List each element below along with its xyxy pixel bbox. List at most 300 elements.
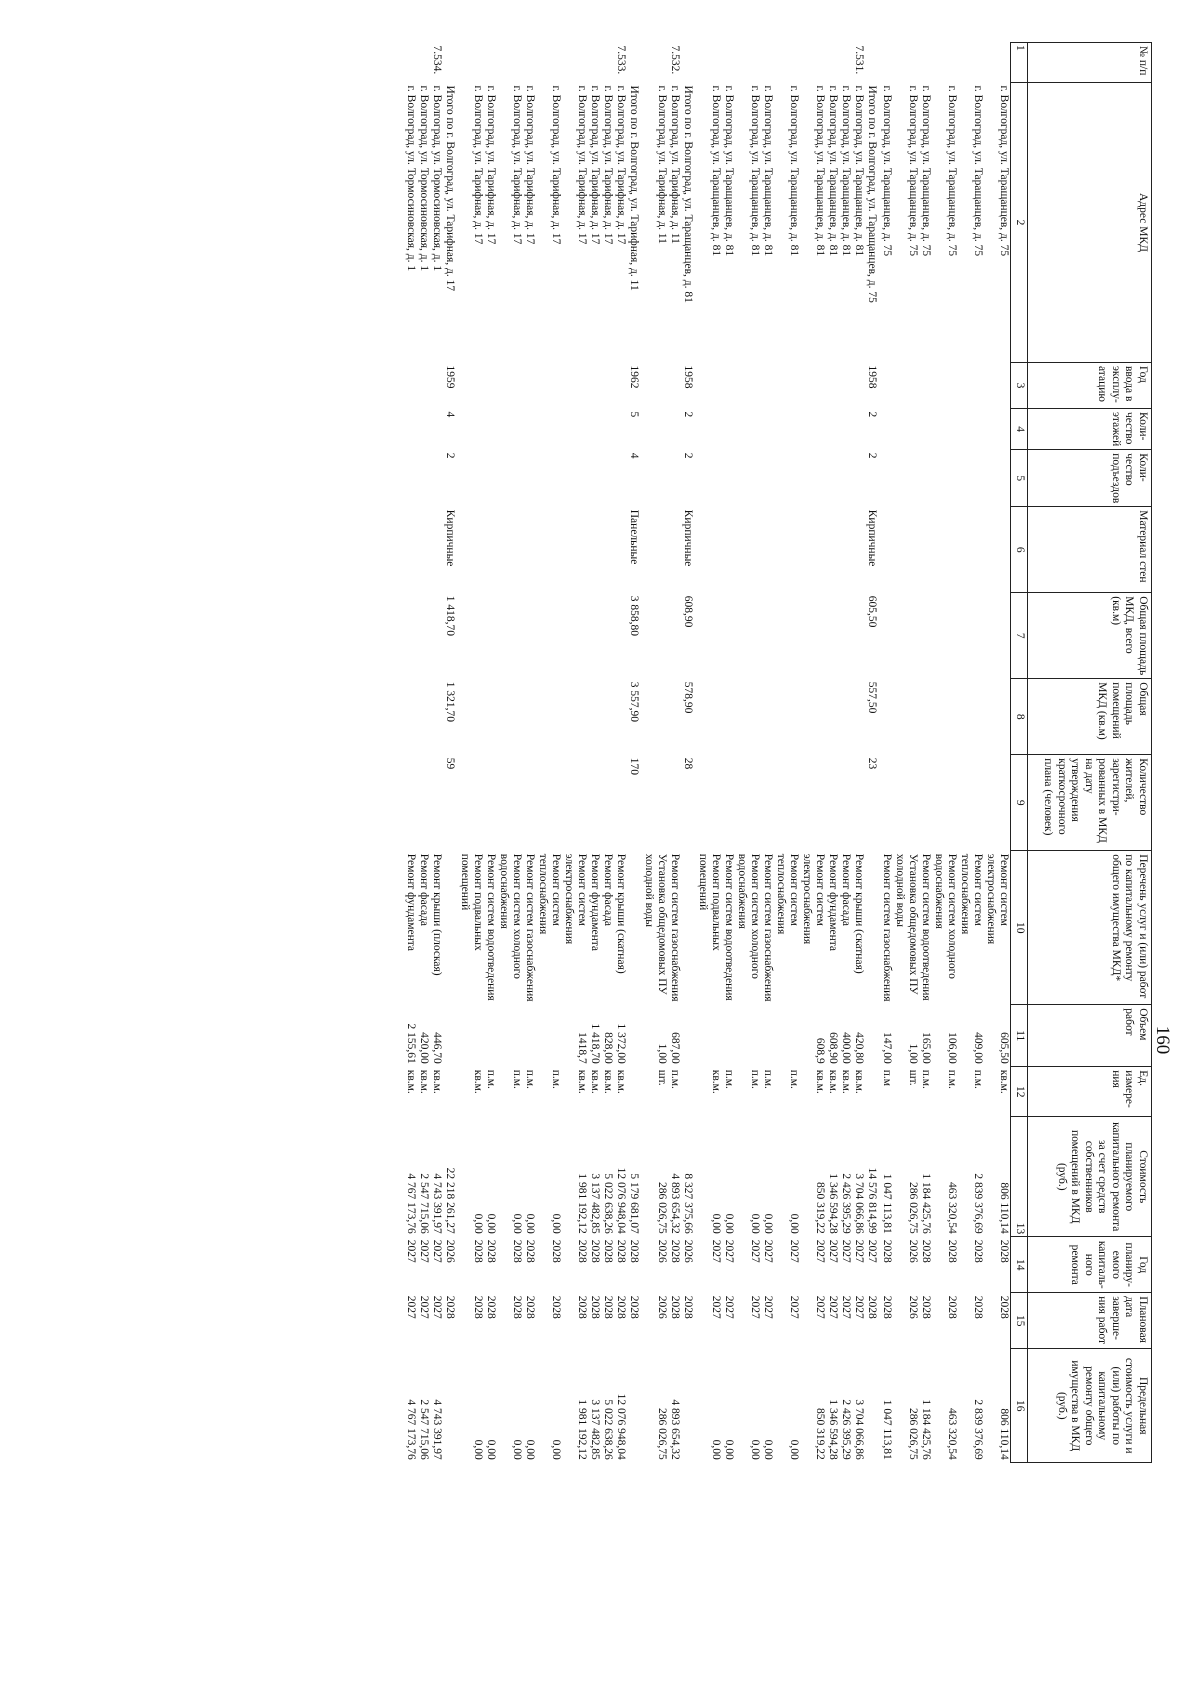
limit-cost-cell: 4 893 654,32: [669, 1399, 682, 1460]
limit-cost-cell: 3 137 482,85: [589, 1399, 602, 1460]
cost-cell: 3 137 482,85: [589, 1173, 602, 1234]
total-area-cell: [669, 593, 682, 679]
table-row: [615, 43, 628, 1463]
rooms-area-cell: [485, 679, 498, 755]
year-cell: [723, 363, 736, 409]
volume-cell: 446,70: [431, 1032, 444, 1064]
floors-cell: [894, 409, 920, 450]
year-cell: [894, 363, 920, 409]
total-area-cell: [643, 593, 669, 679]
row-number: [405, 43, 418, 83]
year-cell: [736, 363, 762, 409]
header-cell: № п/п: [1028, 43, 1152, 83]
plan-year-cell: 2028: [602, 1239, 615, 1263]
work-type-cell: Ремонт систем электроснабжения: [563, 853, 589, 945]
floors-cell: [827, 409, 840, 450]
total-area-cell: [537, 593, 563, 679]
table-row: [405, 43, 418, 1463]
entrances-cell: [762, 450, 775, 507]
end-date-cell: 2027: [762, 1295, 775, 1319]
limit-cost-cell: 1 047 113,81: [881, 1399, 894, 1460]
total-area-cell: [762, 593, 775, 679]
end-date-cell: 2027: [814, 1295, 827, 1319]
volume-cell: [485, 1005, 498, 1067]
volume-cell: [628, 1005, 643, 1067]
header-cell: Предельная стоимость услуги и (или) работы по капитальному ремонту общего имущества в МКД (руб.): [1028, 1349, 1152, 1463]
table-row: [589, 43, 602, 1463]
residents-cell: [697, 755, 723, 851]
residents-cell: [827, 755, 840, 851]
work-type-cell: Ремонт фундамента: [405, 853, 418, 952]
row-number: [498, 43, 524, 83]
limit-cost-cell: 0,00: [762, 1439, 775, 1460]
residents-cell: [498, 755, 524, 851]
address-cell: г. Волгоград, ул. Таращанцев, д. 81: [788, 85, 801, 257]
limit-cost-cell: 3 704 066,86: [853, 1399, 866, 1460]
end-date-cell: 2026: [907, 1295, 920, 1319]
end-date-cell: 2027: [749, 1295, 762, 1319]
row-number: [775, 43, 801, 83]
limit-cost-cell: 12 076 948,04: [615, 1393, 628, 1460]
limit-cost-cell: 1 981 192,12: [576, 1399, 589, 1460]
residents-cell: 23: [866, 757, 879, 770]
wall-material-cell: [723, 507, 736, 593]
work-type-cell: Ремонт систем водоотведения: [485, 853, 498, 1001]
rooms-area-cell: [959, 679, 985, 755]
limit-cost-cell: 0,00: [511, 1439, 524, 1460]
floors-cell: [643, 409, 669, 450]
floors-cell: [697, 409, 723, 450]
entrances-cell: [840, 450, 853, 507]
total-area-cell: [736, 593, 762, 679]
cost-cell: 0,00: [788, 1213, 801, 1234]
header-cell: Адрес МКД: [1028, 83, 1152, 363]
cost-cell: 5 022 638,26: [602, 1173, 615, 1234]
unit-cell: [682, 1067, 697, 1117]
limit-cost-cell: 806 110,14: [998, 1408, 1011, 1460]
plan-year-cell: 2027: [814, 1239, 827, 1263]
work-type-cell: Ремонт систем водоотведения: [920, 853, 933, 1001]
header-cell: Стоимость планируемого капитального ремонта за счет средств собственников помещений в МКД (руб.): [1028, 1117, 1152, 1237]
volume-cell: 420,80: [853, 1032, 866, 1064]
year-cell: [405, 363, 418, 409]
plan-year-cell: 2028: [669, 1239, 682, 1263]
cost-cell: 2 547 715,06: [418, 1173, 431, 1234]
rooms-area-cell: [985, 679, 1012, 755]
work-type-cell: [866, 851, 881, 1005]
column-number: 8: [1011, 679, 1028, 755]
volume-cell: 1 372,00: [615, 1023, 628, 1064]
wall-material-cell: [933, 507, 959, 593]
address-cell: г. Волгоград, ул. Тарифная, д. 17: [576, 85, 589, 245]
address-cell: г. Волгоград, ул. Тормосиновская, д. 1: [418, 85, 431, 272]
wall-material-cell: [697, 507, 723, 593]
wall-material-cell: [959, 507, 985, 593]
cost-cell: 0,00: [524, 1213, 537, 1234]
limit-cost-cell: 0,00: [485, 1439, 498, 1460]
unit-cell: п.м.: [762, 1069, 775, 1089]
row-number: [444, 43, 459, 83]
address-cell: г. Волгоград, ул. Таращанцев, д. 75: [920, 85, 933, 257]
limit-cost-cell: 0,00: [524, 1439, 537, 1460]
plan-year-cell: 2026: [656, 1239, 669, 1263]
year-cell: [431, 363, 444, 409]
limit-cost-cell: 2 547 715,06: [418, 1399, 431, 1460]
floors-cell: 2: [682, 411, 695, 418]
cost-cell: 806 110,14: [998, 1182, 1011, 1234]
cost-cell: 0,00: [762, 1213, 775, 1234]
address-cell: г. Волгоград, ул. Тормосиновская, д. 1: [431, 85, 444, 272]
plan-year-cell: 2028: [920, 1239, 933, 1263]
unit-cell: п.м.: [723, 1069, 736, 1089]
volume-cell: [762, 1005, 775, 1067]
limit-cost-cell: 4 767 173,76: [405, 1399, 418, 1460]
limit-cost-cell: [682, 1349, 697, 1463]
limit-cost-cell: 286 026,75: [907, 1408, 920, 1460]
limit-cost-cell: 5 022 638,26: [602, 1399, 615, 1460]
residents-cell: [920, 755, 933, 851]
floors-cell: [418, 409, 431, 450]
unit-cell: п.м.: [972, 1069, 985, 1089]
limit-cost-cell: 2 839 376,69: [972, 1399, 985, 1460]
plan-year-cell: 2027: [788, 1239, 801, 1263]
cost-cell: 2 839 376,69: [972, 1173, 985, 1234]
floors-cell: [840, 409, 853, 450]
residents-cell: [762, 755, 775, 851]
page-number: 160: [1152, 1025, 1173, 1055]
end-date-cell: 2028: [866, 1295, 879, 1319]
address-cell: г. Волгоград, ул. Таращанцев, д. 81: [853, 85, 866, 257]
volume-cell: 2 155,61: [405, 1023, 418, 1064]
limit-cost-cell: 0,00: [723, 1439, 736, 1460]
address-cell: г. Волгоград, ул. Тарифная, д. 17: [485, 85, 498, 245]
rooms-area-cell: 1 321,70: [444, 681, 457, 722]
plan-year-cell: 2028: [524, 1239, 537, 1263]
address-cell: г. Волгоград, ул. Тарифная, д. 11: [656, 85, 669, 244]
year-cell: [459, 363, 485, 409]
wall-material-cell: [775, 507, 801, 593]
table-row: [498, 43, 524, 1463]
work-type-cell: Ремонт подвальных помещений: [697, 853, 723, 951]
cost-cell: 0,00: [710, 1213, 723, 1234]
rooms-area-cell: [669, 679, 682, 755]
wall-material-cell: [498, 507, 524, 593]
volume-cell: [866, 1005, 881, 1067]
column-number: 10: [1011, 851, 1028, 1005]
cost-cell: 14 576 814,99: [866, 1167, 879, 1234]
column-number-row: [1011, 43, 1028, 1463]
header-cell: Год ввода в эксплу-атацию: [1028, 363, 1152, 409]
wall-material-cell: [643, 507, 669, 593]
row-number: 7.534.: [431, 45, 444, 75]
limit-cost-cell: 0,00: [472, 1439, 485, 1460]
plan-year-cell: 2027: [710, 1239, 723, 1263]
address-cell: г. Волгоград, ул. Тарифная, д. 17: [472, 85, 485, 245]
end-date-cell: 2028: [511, 1295, 524, 1319]
volume-cell: [682, 1005, 697, 1067]
volume-cell: [524, 1005, 537, 1067]
table-row: [643, 43, 669, 1463]
entrances-cell: [801, 450, 827, 507]
cost-cell: 463 320,54: [946, 1182, 959, 1234]
year-cell: [697, 363, 723, 409]
address-cell: г. Волгоград, ул. Таращанцев, д. 75: [946, 85, 959, 257]
table-row: [933, 43, 959, 1463]
rooms-area-cell: [853, 679, 866, 755]
wall-material-cell: [537, 507, 563, 593]
wall-material-cell: [563, 507, 589, 593]
end-date-cell: 2027: [788, 1295, 801, 1319]
year-cell: [985, 363, 1012, 409]
limit-cost-cell: 850 319,22: [814, 1408, 827, 1460]
volume-cell: 608,90: [827, 1032, 840, 1064]
end-date-cell: 2028: [602, 1295, 615, 1319]
table-row: [697, 43, 723, 1463]
unit-cell: [444, 1067, 459, 1117]
unit-cell: кв.м.: [472, 1069, 485, 1094]
total-area-cell: 605,50: [866, 595, 879, 628]
column-number: 14: [1011, 1237, 1028, 1293]
entrances-cell: [563, 450, 589, 507]
address-cell: г. Волгоград, ул. Таращанцев, д. 81: [723, 85, 736, 257]
volume-cell: 409,00: [972, 1032, 985, 1064]
year-cell: [563, 363, 589, 409]
rooms-area-cell: [602, 679, 615, 755]
row-number: [894, 43, 920, 83]
row-number: [959, 43, 985, 83]
floors-cell: [736, 409, 762, 450]
total-row: [866, 43, 881, 1463]
end-date-cell: 2028: [524, 1295, 537, 1319]
limit-cost-cell: 0,00: [788, 1439, 801, 1460]
table-row: [736, 43, 762, 1463]
header-cell: Общая площадь помещений МКД (кв.м): [1028, 679, 1152, 755]
total-row: [682, 43, 697, 1463]
entrances-cell: [881, 450, 894, 507]
year-cell: [669, 363, 682, 409]
plan-year-cell: 2026: [444, 1239, 457, 1263]
unit-cell: п.м.: [524, 1069, 537, 1089]
volume-cell: [459, 1005, 485, 1067]
total-area-cell: [431, 593, 444, 679]
header-cell: Ед. измере-ния: [1028, 1067, 1152, 1117]
end-date-cell: 2027: [710, 1295, 723, 1319]
year-cell: 1962: [628, 365, 641, 389]
volume-cell: [498, 1005, 524, 1067]
plan-year-cell: 2028: [615, 1239, 628, 1263]
column-number: 6: [1011, 507, 1028, 593]
table-row: [985, 43, 1012, 1463]
residents-cell: [405, 755, 418, 851]
unit-cell: п.м.: [788, 1069, 801, 1089]
residents-cell: 28: [682, 757, 695, 770]
column-number: 1: [1011, 43, 1028, 83]
rooms-area-cell: [563, 679, 589, 755]
volume-cell: [444, 1005, 459, 1067]
limit-cost-cell: [444, 1349, 459, 1463]
limit-cost-cell: 0,00: [749, 1439, 762, 1460]
unit-cell: п.м.: [669, 1069, 682, 1089]
cost-cell: 5 179 681,07: [628, 1173, 641, 1234]
end-date-cell: 2028: [972, 1295, 985, 1319]
entrances-cell: [736, 450, 762, 507]
total-area-cell: [881, 593, 894, 679]
unit-cell: кв.м.: [840, 1069, 853, 1094]
row-number: [589, 43, 602, 83]
header-cell: Материал стен: [1028, 507, 1152, 593]
residents-cell: [669, 755, 682, 851]
plan-year-cell: 2028: [946, 1239, 959, 1263]
entrances-cell: [669, 450, 682, 507]
rooms-area-cell: [920, 679, 933, 755]
limit-cost-cell: 286 026,75: [656, 1408, 669, 1460]
column-number: 7: [1011, 593, 1028, 679]
limit-cost-cell: [628, 1349, 643, 1463]
row-number: [736, 43, 762, 83]
wall-material-cell: [615, 507, 628, 593]
work-type-cell: Ремонт систем теплоснабжения: [959, 853, 985, 935]
unit-cell: шт.: [656, 1069, 669, 1086]
table-body: [405, 43, 1012, 1463]
limit-cost-cell: 4 743 391,97: [431, 1399, 444, 1460]
wall-material-cell: [894, 507, 920, 593]
address-cell: г. Волгоград, ул. Тарифная, д. 17: [524, 85, 537, 245]
work-type-cell: Ремонт систем газоснабжения: [524, 853, 537, 1002]
rooms-area-cell: [801, 679, 827, 755]
volume-cell: [736, 1005, 762, 1067]
wall-material-cell: [881, 507, 894, 593]
address-cell: г. Волгоград, ул. Тормосиновская, д. 1: [405, 85, 418, 272]
year-cell: [615, 363, 628, 409]
floors-cell: [959, 409, 985, 450]
work-type-cell: Ремонт фундамента: [827, 853, 840, 952]
address-cell: Итого по г. Волгоград, ул. Тарифная, д. 17: [444, 85, 457, 292]
work-type-cell: [682, 851, 697, 1005]
address-cell: Итого по г. Волгоград, ул. Таращанцев, д. 75: [866, 85, 879, 303]
row-number: 7.533.: [615, 45, 628, 75]
year-cell: 1958: [866, 365, 879, 389]
residents-cell: [602, 755, 615, 851]
row-number: 7.532.: [669, 45, 682, 75]
table-row: [459, 43, 485, 1463]
volume-cell: 608,9: [814, 1037, 827, 1064]
entrances-cell: [959, 450, 985, 507]
total-area-cell: [985, 593, 1012, 679]
year-cell: [959, 363, 985, 409]
end-date-cell: 2027: [431, 1295, 444, 1319]
plan-year-cell: 2028: [628, 1239, 641, 1263]
entrances-cell: [985, 450, 1012, 507]
wall-material-cell: [985, 507, 1012, 593]
work-type-cell: Ремонт фундамента: [589, 853, 602, 952]
total-area-cell: 1 418,70: [444, 595, 457, 636]
end-date-cell: 2027: [418, 1295, 431, 1319]
column-number: 15: [1011, 1293, 1028, 1349]
rooms-area-cell: [459, 679, 485, 755]
rooms-area-cell: [405, 679, 418, 755]
residents-cell: [894, 755, 920, 851]
entrances-cell: [589, 450, 602, 507]
column-number: 11: [1011, 1005, 1028, 1067]
column-number: 9: [1011, 755, 1028, 851]
work-type-cell: Ремонт систем водоотведения: [723, 853, 736, 1001]
residents-cell: [485, 755, 498, 851]
column-number: 2: [1011, 83, 1028, 363]
column-number: 5: [1011, 450, 1028, 507]
wall-material-cell: [801, 507, 827, 593]
end-date-cell: 2028: [920, 1295, 933, 1319]
wall-material-cell: [736, 507, 762, 593]
cost-cell: 286 026,75: [907, 1182, 920, 1234]
residents-cell: [840, 755, 853, 851]
plan-year-cell: 2027: [827, 1239, 840, 1263]
work-type-cell: Ремонт систем холодного водоснабжения: [498, 853, 524, 979]
work-type-cell: [628, 851, 643, 1005]
address-cell: г. Волгоград, ул. Таращанцев, д. 75: [998, 85, 1011, 257]
unit-cell: кв.м.: [589, 1069, 602, 1094]
header-row: [1028, 43, 1152, 1463]
unit-cell: кв.м.: [431, 1069, 444, 1094]
residents-cell: 170: [628, 757, 641, 775]
cost-cell: 4 893 654,32: [669, 1173, 682, 1234]
work-type-cell: [444, 851, 459, 1005]
work-type-cell: Ремонт систем теплоснабжения: [775, 853, 801, 935]
row-number: [563, 43, 589, 83]
plan-year-cell: 2026: [682, 1239, 695, 1263]
year-cell: [827, 363, 840, 409]
address-cell: г. Волгоград, ул. Таращанцев, д. 75: [881, 85, 894, 257]
year-cell: [485, 363, 498, 409]
volume-cell: [775, 1005, 801, 1067]
unit-cell: кв.м.: [405, 1069, 418, 1094]
work-type-cell: Установка общедомовых ПУ холодной воды: [894, 853, 920, 995]
floors-cell: [524, 409, 537, 450]
row-number: [697, 43, 723, 83]
floors-cell: [881, 409, 894, 450]
address-cell: г. Волгоград, ул. Тарифная, д. 17: [589, 85, 602, 245]
unit-cell: [628, 1067, 643, 1117]
end-date-cell: 2028: [628, 1295, 641, 1319]
unit-cell: кв.м.: [710, 1069, 723, 1094]
rooms-area-cell: [418, 679, 431, 755]
floors-cell: [563, 409, 589, 450]
plan-year-cell: 2026: [907, 1239, 920, 1263]
rooms-area-cell: [762, 679, 775, 755]
work-type-cell: Ремонт систем теплоснабжения: [537, 853, 563, 935]
address-cell: г. Волгоград, ул. Таращанцев, д. 81: [814, 85, 827, 257]
wall-material-cell: [920, 507, 933, 593]
plan-year-cell: 2027: [723, 1239, 736, 1263]
residents-cell: [881, 755, 894, 851]
address-cell: Итого по г. Волгоград, ул. Таращанцев, д. 81: [682, 85, 695, 303]
volume-cell: 1 418,70: [589, 1023, 602, 1064]
year-cell: [840, 363, 853, 409]
entrances-cell: [920, 450, 933, 507]
residents-cell: [563, 755, 589, 851]
work-type-cell: Ремонт систем газоснабжения: [881, 853, 894, 1002]
floors-cell: 5: [628, 411, 641, 418]
residents-cell: [985, 755, 1012, 851]
rooms-area-cell: 3 557,90: [628, 681, 641, 722]
table-row: [669, 43, 682, 1463]
entrances-cell: [933, 450, 959, 507]
floors-cell: [985, 409, 1012, 450]
floors-cell: [459, 409, 485, 450]
rooms-area-cell: [697, 679, 723, 755]
plan-year-cell: 2028: [576, 1239, 589, 1263]
total-row: [444, 43, 459, 1463]
rooms-area-cell: 578,90: [682, 681, 695, 714]
